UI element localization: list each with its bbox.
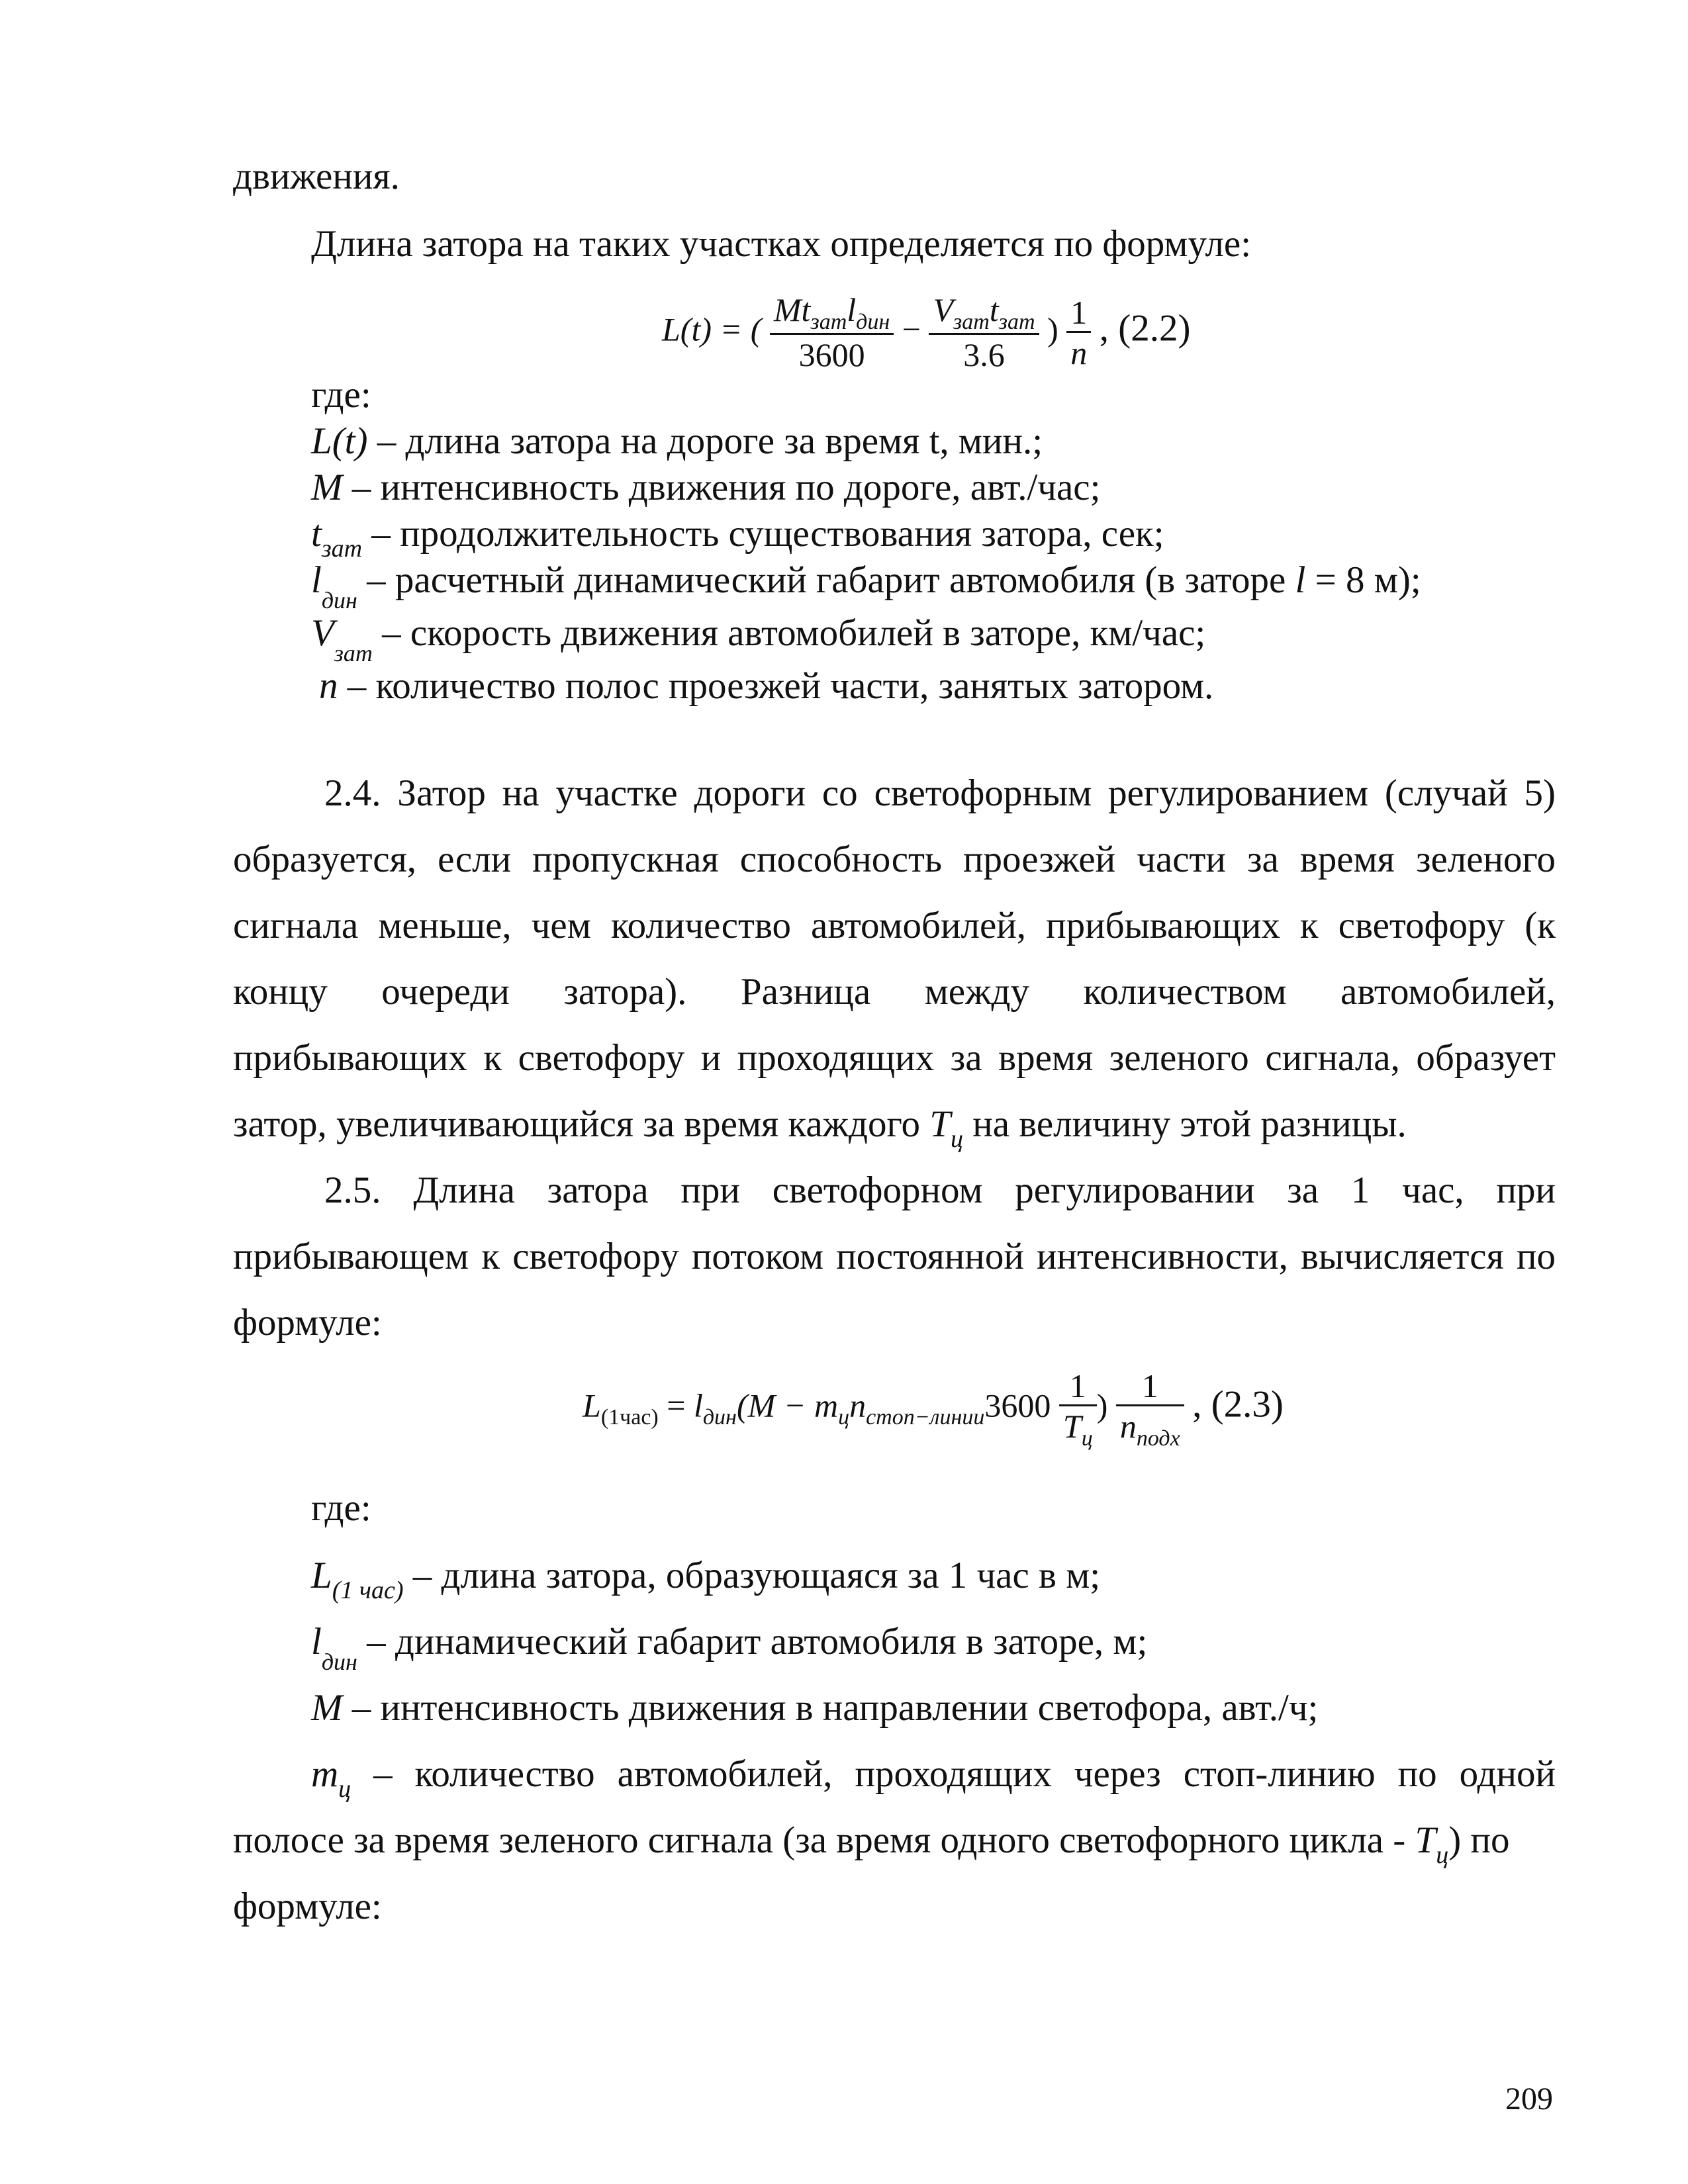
where-label: где: — [311, 1487, 371, 1529]
paragraph-line: 2.4. Затор на участке дороги со светофорным регулированием (случай 5) — [324, 772, 1556, 814]
definition-line: формуле: — [233, 1886, 382, 1927]
fraction-numerator: 1 — [1059, 1367, 1097, 1406]
paragraph-line: концу очереди затора). Разница между количеством автомобилей, — [233, 971, 1556, 1013]
fraction — [929, 291, 1039, 375]
fraction-numerator: 1 — [1116, 1367, 1184, 1406]
text-line: Длина затора на таких участках определяется по формуле: — [311, 223, 1252, 265]
where-label: где: — [311, 374, 371, 416]
paragraph-line: формуле: — [233, 1302, 382, 1343]
definition-line: $L_{(1 час)}$ – длина затора, образующаяся за 1 час в м; — [311, 1555, 1101, 1604]
fraction — [1116, 1367, 1184, 1451]
page-number: 209 — [1505, 2081, 1553, 2116]
definition-line: полосе за время зеленого сигнала (за время одного светофорного цикла - $T_ц$) по — [233, 1819, 1510, 1869]
definition-line: $t_{зат}$ – продолжительность существования затора, сек; — [311, 513, 1164, 563]
definition-line: L(t) – длина затора на дороге за время t, мин.; — [311, 420, 1043, 462]
definition-line: M – интенсивность движения по дороге, авт./час; — [311, 467, 1101, 508]
text-line: движения. — [233, 156, 400, 197]
definition-line: $m_ц$ – количество автомобилей, проходящих через стоп-линию по одной — [311, 1753, 1556, 1803]
definition-line: $l_{дин}$ – динамический габарит автомобиля в заторе, м; — [311, 1621, 1148, 1675]
fraction-denominator: 3.6 — [963, 336, 1005, 373]
formula-2-3: $L_{(1час)} = l_{дин}(M - m_цn_{стоп-линии}3600$ $\frac{1}{T_ц}$ ) $\frac{1}{n_{подх}}$ , (2.3) — [583, 1367, 1284, 1451]
fraction-numerator: $V_{зат}t_{зат}$ — [929, 291, 1039, 335]
fraction-denominator: $n_{подх}$ — [1119, 1408, 1180, 1451]
paragraph-line: затор, увеличивающийся за время каждого $T_ц$ на величину этой разницы. — [233, 1103, 1407, 1153]
paragraph-line: сигнала меньше, чем количество автомобилей, прибывающих к светофору (к — [233, 905, 1556, 946]
fraction-denominator: 3600 — [798, 336, 865, 373]
equation-label: , (2.3) — [1192, 1383, 1284, 1426]
formula-lhs: L(t) = ( — [662, 310, 762, 348]
fraction — [1059, 1367, 1097, 1451]
definition-line: M – интенсивность движения в направлении светофора, авт./ч; — [311, 1687, 1319, 1729]
definition-line: n – количество полос проезжей части, занятых затором. — [319, 665, 1214, 707]
paragraph-line: образуется, если пропускная способность проезжей части за время зеленого — [233, 839, 1556, 880]
minus-sign: − — [902, 310, 921, 348]
fraction — [770, 291, 894, 375]
definition-line: $l_{дин}$ – расчетный динамический габарит автомобиля (в заторе l = 8 м); — [311, 559, 1421, 614]
fraction-numerator: 1 — [1066, 294, 1091, 333]
paragraph-line: 2.5. Длина затора при светофорном регулировании за 1 час, при — [324, 1169, 1556, 1211]
formula-2-2 — [662, 291, 1190, 375]
fraction — [1066, 294, 1091, 373]
fraction-denominator: $T_ц$ — [1062, 1408, 1093, 1451]
paragraph-line: прибывающих к светофору и проходящих за время зеленого сигнала, образует — [233, 1037, 1556, 1079]
paragraph-line: прибывающем к светофору потоком постоянной интенсивности, вычисляется по — [233, 1236, 1556, 1277]
definition-line: $V_{зат}$ – скорость движения автомобилей в заторе, км/час; — [311, 612, 1206, 666]
fraction-numerator: $Mt_{зат}l_{дин}$ — [770, 291, 894, 335]
close-paren: ) — [1047, 310, 1058, 348]
equation-label: , (2.2) — [1099, 307, 1191, 349]
fraction-denominator: n — [1070, 334, 1088, 371]
